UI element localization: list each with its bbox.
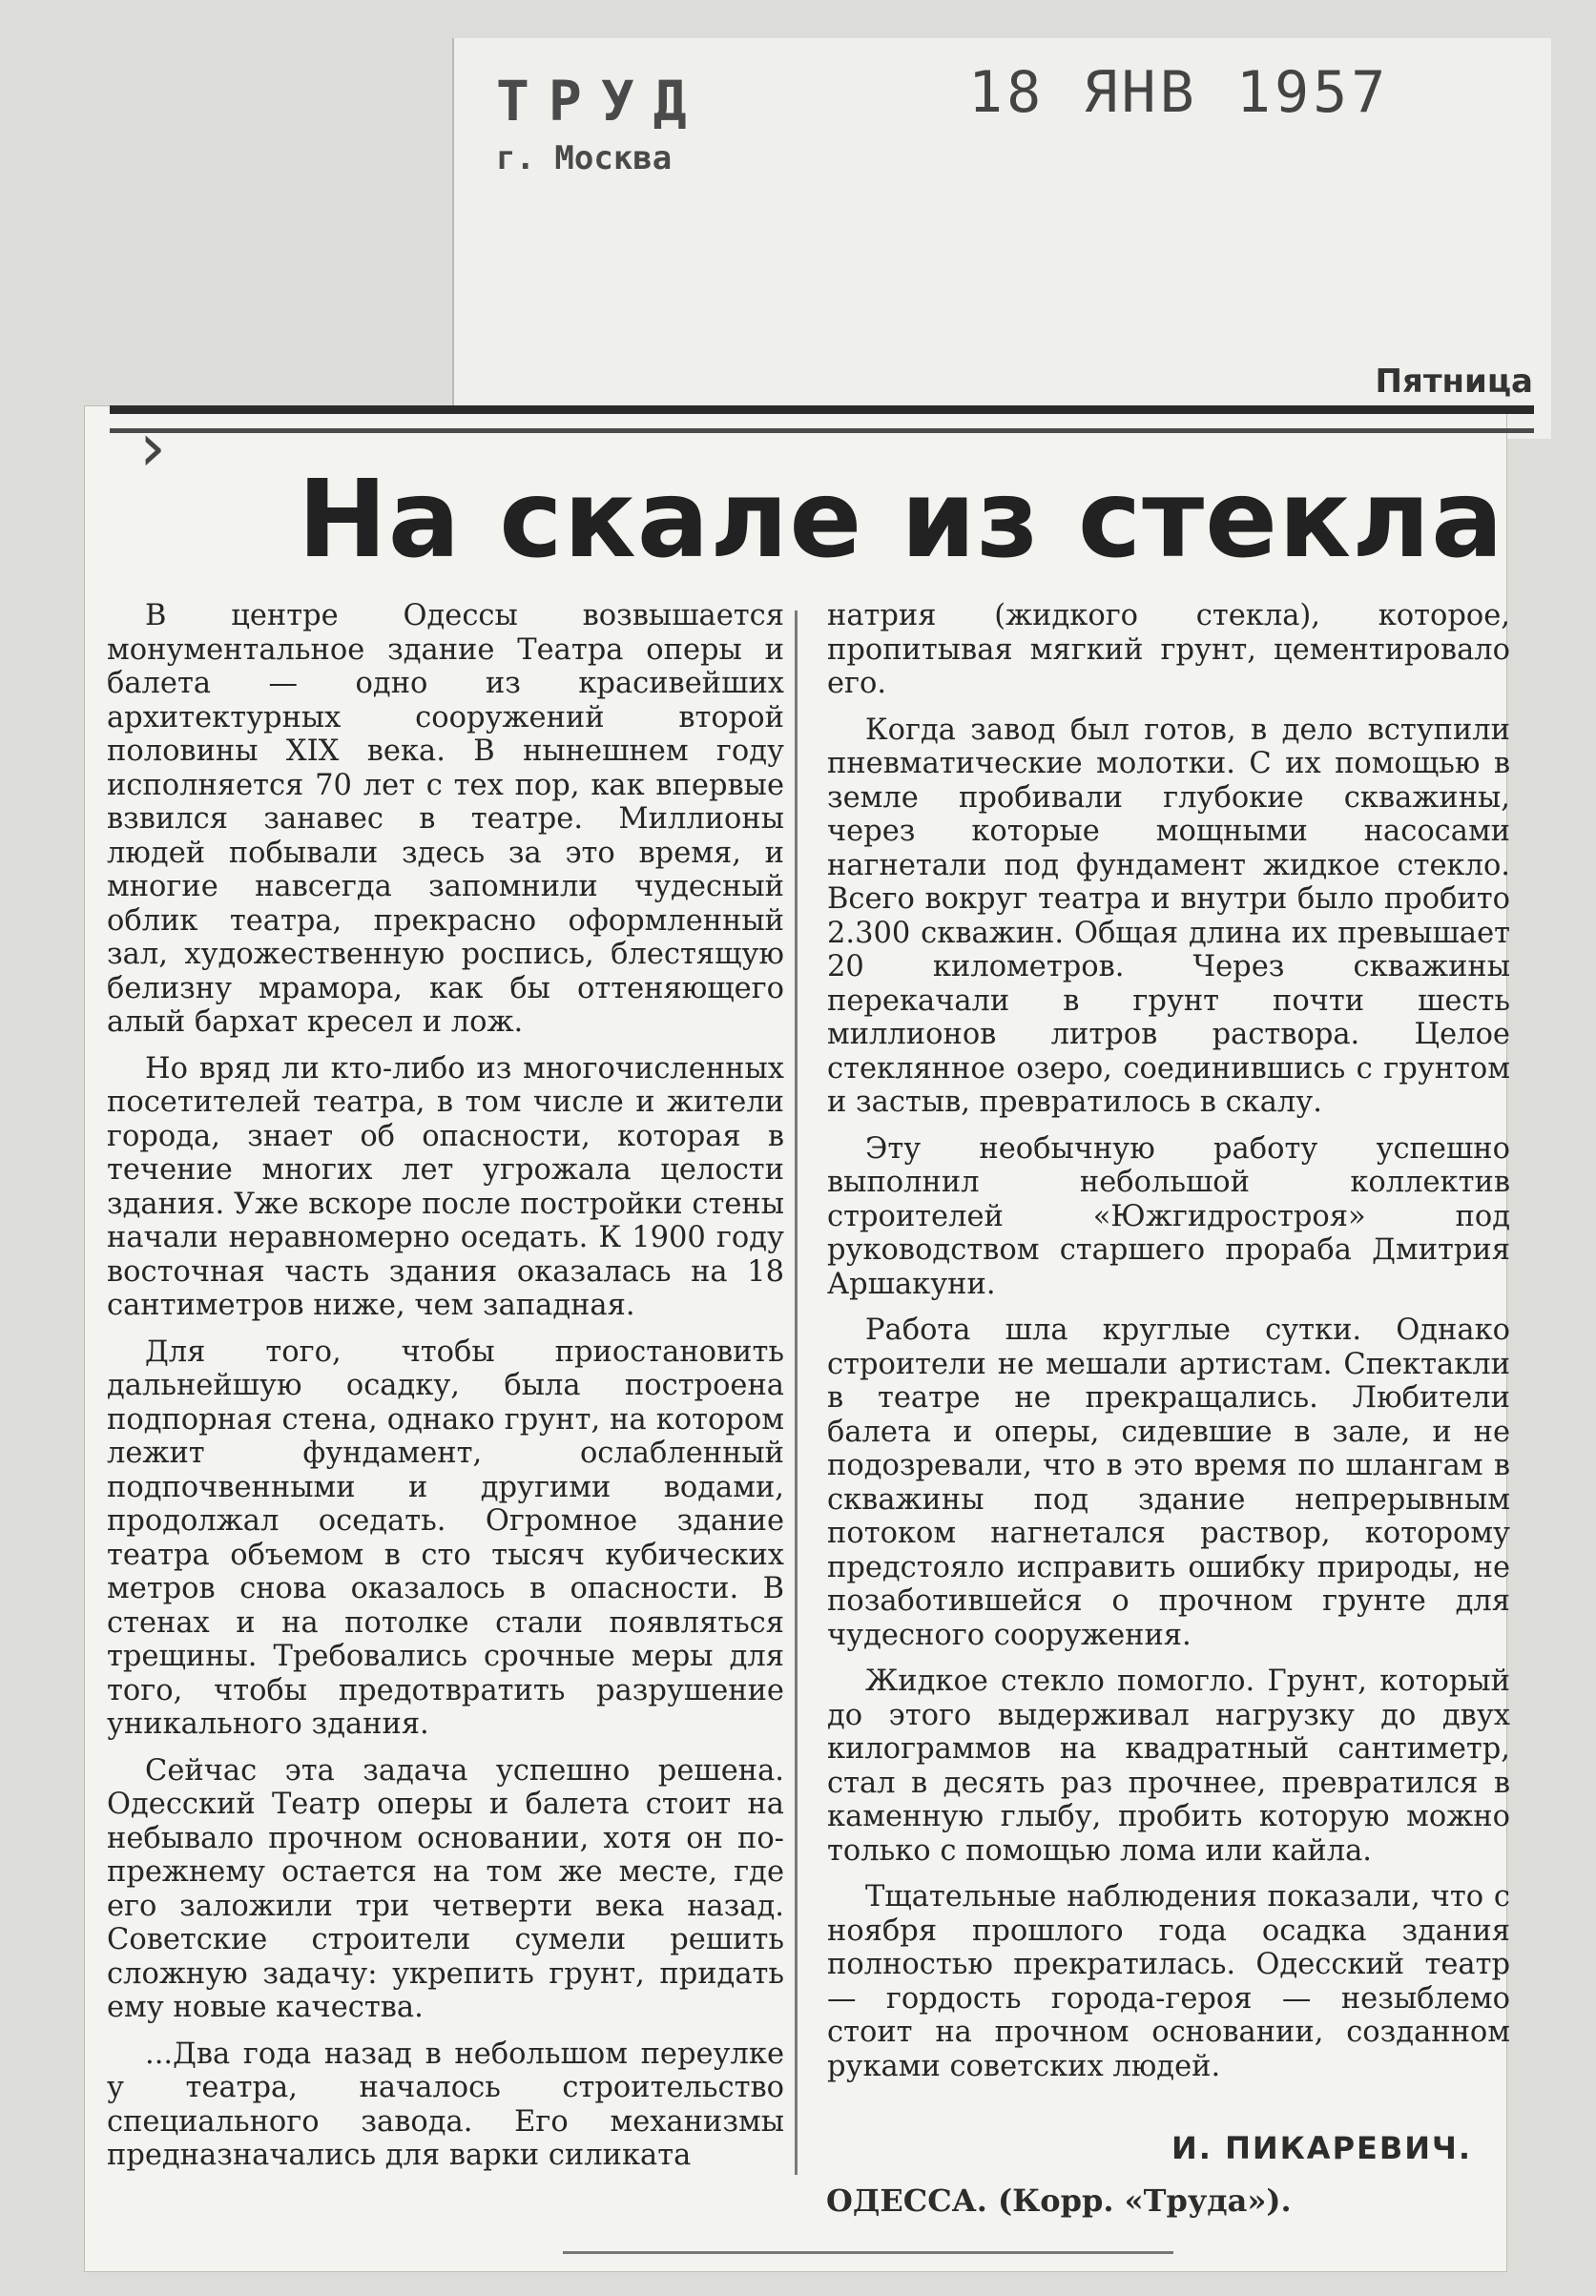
page-weekday: Пятница xyxy=(1375,362,1533,401)
article-column-left xyxy=(107,599,784,2173)
article-title: На скале из стекла xyxy=(298,458,1504,582)
paragraph: Тщательные наблюдения показали, что с ноября прошлого года осадка здания полностью прекратилась. Одесский театр — гордость города-героя — незыблемо стоит на прочном основании, созданном руками советских людей. xyxy=(827,1880,1510,2083)
column-divider xyxy=(795,610,798,2175)
paragraph: Эту необычную работу успешно выполнил небольшой коллектив строителей «Южгидростроя» под руководством старшего прораба Дмитрия Аршакуни. xyxy=(827,1131,1510,1301)
top-rule xyxy=(110,405,1534,414)
paragraph: Работа шла круглые сутки. Однако строители не мешали артистам. Спектакли в театре не прекращались. Любители балета и оперы, сидевшие в зале, и не подозревали, что в это время по шлангам в скважины под здание непрерывным потоком нагнетался раствор, которому предстояло исправить ошибку природы, не позаботившейся о прочном грунте для чудесного сооружения. xyxy=(827,1313,1510,1652)
paragraph: Когда завод был готов, в дело вступили пневматические молотки. С их помощью в земле пробивали глубокие скважины, через которые мощными насосами нагнетали под фундамент жидкое стекло. Всего вокруг театра и внутри было пробито 2.300 скважин. Общая длина их превышает 20 километров. Через скважины перекачали в грунт почти шесть миллионов литров раствора. Целое стеклянное озеро, соединившись с грунтом и застыв, превратилось в скалу. xyxy=(827,713,1510,1119)
paragraph: Сейчас эта задача успешно решена. Одесский Театр оперы и балета стоит на небывало прочном основании, хотя он по-прежнему остается на том же месте, где его заложили три четверти века назад. Советские строители сумели решить сложную задачу: укрепить грунт, придать ему новые качества. xyxy=(107,1753,784,2024)
article-dateline: ОДЕССА. (Корр. «Труда»). xyxy=(826,2182,1292,2219)
bottom-rule xyxy=(563,2251,1173,2254)
newspaper-stamp-city: г. Москва xyxy=(496,139,673,177)
article-author: И. ПИКАРЕВИЧ. xyxy=(1171,2130,1473,2166)
newspaper-stamp-name: ТРУД xyxy=(496,69,706,134)
paragraph: В центре Одессы возвышается монументальное здание Театра оперы и балета — одно из красивейших архитектурных сооружений второй половины XIX века. В нынешнем году исполняется 70 лет с тех пор, как впервые взвился занавес в театре. Миллионы людей побывали здесь за это время, и многие навсегда запомнили чудесный облик театра, прекрасно оформленный зал, художественную роспись, блестящую белизну мрамора, как бы оттеняющего алый бархат кресел и лож. xyxy=(107,599,784,1039)
paragraph: ...Два года назад в небольшом переулке у театра, началось строительство специального завода. Его механизмы предназначались для варки силиката xyxy=(107,2037,784,2172)
top-rule-thin xyxy=(110,428,1534,433)
date-stamp: 18 ЯНВ 1957 xyxy=(968,59,1390,126)
paragraph-continuation: натрия (жидкого стекла), которое, пропитывая мягкий грунт, цементировало его. xyxy=(827,599,1510,700)
paragraph: Но вряд ли кто-либо из многочисленных посетителей театра, в том числе и жители города, знает об опасности, которая в течение многих лет угрожала целости здания. Уже вскоре после постройки стены начали неравномерно оседать. К 1900 году восточная часть здания оказалась на 18 сантиметров ниже, чем западная. xyxy=(107,1051,784,1322)
paragraph: Для того, чтобы приостановить дальнейшую осадку, была построена подпорная стена, однако грунт, на котором лежит фундамент, ослабленный подпочвенными и другими водами, продолжал оседать. Огромное здание театра объемом в сто тысяч кубических метров снова оказалось в опасности. В стенах и на потолке стали появляться трещины. Требовались срочные меры для того, чтобы предотвратить разрушение уникального здания. xyxy=(107,1334,784,1741)
paragraph: Жидкое стекло помогло. Грунт, который до этого выдерживал нагрузку до двух килограммов на квадратный сантиметр, стал в десять раз прочнее, превратился в каменную глыбу, пробить которую можно только с помощью лома или кайла. xyxy=(827,1665,1510,1868)
pencil-mark-icon: › xyxy=(139,408,166,486)
article-column-right xyxy=(827,599,1510,2083)
